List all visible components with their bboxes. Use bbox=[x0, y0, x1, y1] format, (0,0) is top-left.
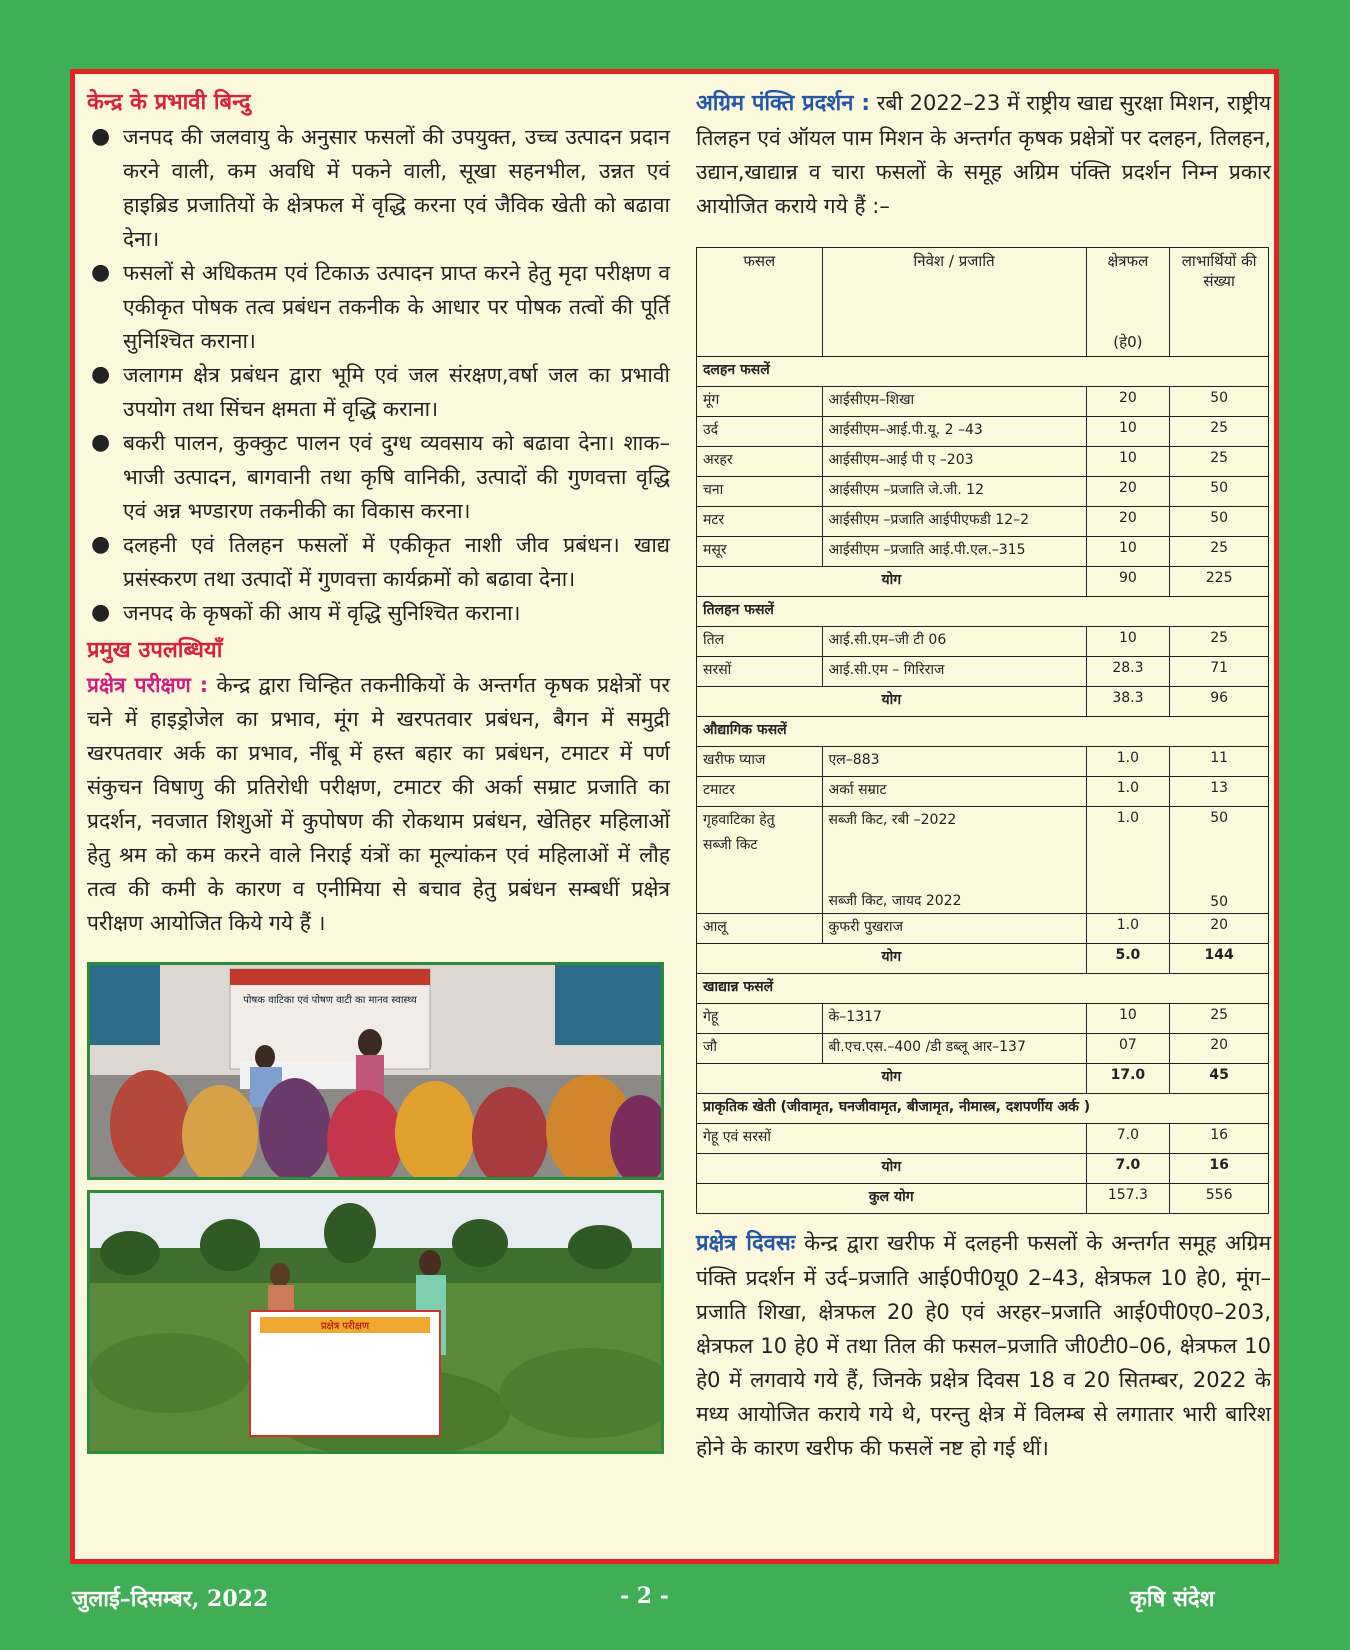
cell-area: 28.3 bbox=[1086, 657, 1170, 687]
cell-input: आईसीएम–आई.पी.यू. 2 –43 bbox=[822, 417, 1086, 447]
list-item-text: जनपद के कृषकों की आय में वृद्धि सुनिश्चित कराना। bbox=[123, 601, 521, 625]
training-photo bbox=[87, 962, 664, 1180]
cell-beneficiaries: 20 bbox=[1170, 914, 1269, 944]
table-row bbox=[697, 747, 1269, 777]
cell-crop: मूंग bbox=[697, 387, 823, 417]
section-row bbox=[697, 717, 1269, 747]
subtotal-beneficiaries: 96 bbox=[1170, 687, 1269, 717]
left-column bbox=[87, 86, 670, 1454]
list-item bbox=[87, 528, 670, 596]
field-photo bbox=[87, 1190, 664, 1454]
table-row bbox=[697, 914, 1269, 944]
table-row bbox=[697, 657, 1269, 687]
section-label: खाद्यान्न फसलें bbox=[697, 974, 1269, 1004]
field-day-text: केन्द्र द्वारा खरीफ में दलहनी फसलों के अन्तर्गत समूह अग्रिम पंक्ति प्रदर्शन में उर्द–प्रजाति आई0पी0यू0 2–43, क्षेत्रफल 10 हे0, मूंग–प्रजाति शिखा, क्षेत्रफल 20 हे0 एवं अरहर–प्रजाति आई0पी0ए0–203, क्षेत्रफल 10 हे0 में तथा तिल की फसल–प्रजाति जी0टी0–06, क्षेत्रफल 10 हे0 में लगवाये गये हैं, जिनके प्रक्षेत्र दिवस 18 व 20 सितम्बर, 2022 के मध्य आयोजित कराये गये थे, परन्तु क्षेत्र में विलम्ब से लगातार भारी बारिश होने के कारण खरीफ की फसलें नष्ट हो गई थीं। bbox=[696, 1231, 1272, 1460]
cell-crop: तिल bbox=[697, 627, 823, 657]
section-row bbox=[697, 357, 1269, 387]
subtotal-beneficiaries: 16 bbox=[1170, 1154, 1269, 1184]
cell-beneficiaries: 25 bbox=[1170, 447, 1269, 477]
cell-input: आईसीएम –प्रजाति आई.पी.एल.–315 bbox=[822, 537, 1086, 567]
cell-area: 1.0 bbox=[1086, 777, 1170, 807]
cell-area: 20 bbox=[1086, 477, 1170, 507]
cell-beneficiaries: 50 bbox=[1170, 387, 1269, 417]
list-item-text: जनपद की जलवायु के अनुसार फसलों की उपयुक्त, उच्च उत्पादन प्रदान करने वाली, कम अवधि में पकने वाली, सूखा सहनभील, उन्नत एवं हाइब्रिड प्रजातियों के क्षेत्रफल में वृद्धि करना एवं जैविक खेती को बढावा देना। bbox=[123, 125, 670, 251]
trial-label: प्रक्षेत्र परीक्षण : bbox=[87, 673, 209, 697]
list-item-text: फसलों से अधिकतम एवं टिकाऊ उत्पादन प्राप्त करने हेतु मृदा परीक्षण व एकीकृत पोषक तत्व प्रबंधन तकनीक के आधार पर पोषक तत्वों की पूर्ति सुनिश्चित कराना। bbox=[123, 261, 670, 353]
footer-magazine-title: कृषि संदेश bbox=[1130, 1586, 1215, 1612]
subtotal-beneficiaries: 45 bbox=[1170, 1064, 1269, 1094]
cell-input: आईसीएम–आई पी ए –203 bbox=[822, 447, 1086, 477]
cell-crop: उर्द bbox=[697, 417, 823, 447]
cell-crop: खरीफ प्याज bbox=[697, 747, 823, 777]
bullet-icon: ● bbox=[91, 532, 111, 557]
subtotal-area: 5.0 bbox=[1086, 944, 1170, 974]
list-item-text: बकरी पालन, कुक्कुट पालन एवं दुग्ध व्यवसाय को बढावा देना। शाक–भाजी उत्पादन, बागवानी तथा कृषि वानिकी, उत्पादों की गुणवत्ता वृद्धि एवं अन्न भण्डारण तकनीकी का विकास करना। bbox=[123, 431, 670, 523]
intro-text: रबी 2022–23 में राष्ट्रीय खाद्य सुरक्षा मिशन, राष्ट्रीय तिलहन एवं ऑयल पाम मिशन के अन्तर्गत कृषक प्रक्षेत्रों पर दलहन, तिलहन, उद्यान,खाद्यान्न व चारा फसलों के समूह अग्रिम पंक्ति प्रदर्शन निम्न प्रकार आयोजित कराये गये हैं :– bbox=[696, 91, 1271, 218]
grand-total-area: 157.3 bbox=[1086, 1184, 1170, 1214]
cell-beneficiaries: 50 bbox=[1170, 507, 1269, 537]
bullet-icon: ● bbox=[91, 600, 111, 625]
cell-area: 20 bbox=[1086, 507, 1170, 537]
cell-input: बी.एच.एस.–400 /डी डब्लू आर–137 bbox=[822, 1034, 1086, 1064]
grand-total-row bbox=[697, 1184, 1269, 1214]
header-area bbox=[1086, 248, 1170, 357]
sign-text: प्रक्षेत्र परीक्षण bbox=[320, 1321, 370, 1332]
cell-crop: जौ bbox=[697, 1034, 823, 1064]
cell-crop: आलू bbox=[697, 914, 823, 944]
footer-page-number: - 2 - bbox=[620, 1583, 669, 1609]
subtotal-label: योग bbox=[697, 687, 1087, 717]
subtotal-row bbox=[697, 567, 1269, 597]
subtotal-label: योग bbox=[697, 567, 1087, 597]
banner-text: पोषक वाटिका एवं पोषण वाटी का मानव स्वास्थ्य bbox=[243, 995, 417, 1006]
cell-area: 10 bbox=[1086, 537, 1170, 567]
cell-input: आईसीएम–शिखा bbox=[822, 387, 1086, 417]
training-photo-illustration bbox=[90, 965, 661, 1177]
cell-beneficiaries: 25 bbox=[1170, 627, 1269, 657]
cell-area: 1.0 bbox=[1086, 807, 1170, 914]
cell-beneficiaries: 20 bbox=[1170, 1034, 1269, 1064]
cell-input-zayad: सब्जी किट, जायद 2022 bbox=[828, 893, 962, 909]
field-day-label: प्रक्षेत्र दिवसः bbox=[696, 1231, 796, 1256]
table-row bbox=[697, 627, 1269, 657]
section-heading-key-points: केन्द्र के प्रभावी बिन्दु bbox=[87, 90, 251, 115]
bullet-icon: ● bbox=[91, 124, 111, 149]
header-beneficiaries: लाभार्थियों की संख्या bbox=[1170, 248, 1269, 357]
table-row bbox=[697, 477, 1269, 507]
grand-total-label: कुल योग bbox=[697, 1184, 1087, 1214]
subtotal-label: योग bbox=[697, 944, 1087, 974]
section-label: तिलहन फसलें bbox=[697, 597, 1269, 627]
cell-beneficiaries: 71 bbox=[1170, 657, 1269, 687]
cell-area: 10 bbox=[1086, 447, 1170, 477]
cell-area: 07 bbox=[1086, 1034, 1170, 1064]
cell-crop: चना bbox=[697, 477, 823, 507]
subtotal-area: 17.0 bbox=[1086, 1064, 1170, 1094]
section-row bbox=[697, 597, 1269, 627]
list-item bbox=[87, 120, 670, 256]
cell-crop bbox=[697, 807, 823, 914]
section-label: औद्यागिक फसलें bbox=[697, 717, 1269, 747]
cell-beneficiaries-rabi: 50 bbox=[1210, 810, 1229, 826]
cell-input: आई.सी.एम–जी टी 06 bbox=[822, 627, 1086, 657]
cell-beneficiaries: 11 bbox=[1170, 747, 1269, 777]
cell-input-rabi: सब्जी किट, रबी –2022 bbox=[828, 812, 957, 828]
table-row bbox=[697, 1124, 1269, 1154]
cell-crop-line1: गृहवाटिका हेतु bbox=[703, 812, 775, 828]
section-label: प्राकृतिक खेती (जीवामृत, घनजीवामृत, बीजामृत, नीमास्त्र, दशपर्णीय अर्क ) bbox=[697, 1094, 1269, 1124]
subtotal-area: 7.0 bbox=[1086, 1154, 1170, 1184]
cell-input: आई.सी.एम – गिरिराज bbox=[822, 657, 1086, 687]
list-item-text: दलहनी एवं तिलहन फसलों में एकीकृत नाशी जीव प्रबंधन। खाद्य प्रसंस्करण तथा उत्पादों में गुणवत्ता कार्यक्रमों को बढावा देना। bbox=[123, 533, 670, 591]
cell-beneficiaries-zayad: 50 bbox=[1210, 894, 1229, 910]
subtotal-row bbox=[697, 1154, 1269, 1184]
section-heading-achievements: प्रमुख उपलब्धियाँ bbox=[87, 638, 223, 663]
demonstration-table bbox=[696, 247, 1269, 1214]
table-row bbox=[697, 1034, 1269, 1064]
bullet-icon: ● bbox=[91, 260, 111, 285]
cell-input: के–1317 bbox=[822, 1004, 1086, 1034]
table-row bbox=[697, 777, 1269, 807]
subtotal-row bbox=[697, 944, 1269, 974]
table-header-row bbox=[697, 248, 1269, 357]
subtotal-label: योग bbox=[697, 1154, 1087, 1184]
cell-input: कुफरी पुखराज bbox=[822, 914, 1086, 944]
header-input: निवेश / प्रजाति bbox=[822, 248, 1086, 357]
list-item bbox=[87, 358, 670, 426]
right-column bbox=[696, 86, 1271, 1465]
field-photo-illustration bbox=[90, 1193, 661, 1451]
cell-area: 10 bbox=[1086, 1004, 1170, 1034]
section-row bbox=[697, 1094, 1269, 1124]
table-row bbox=[697, 1004, 1269, 1034]
cell-input: आईसीएम –प्रजाति जे.जी. 12 bbox=[822, 477, 1086, 507]
bullet-icon: ● bbox=[91, 430, 111, 455]
intro-paragraph bbox=[696, 86, 1271, 223]
cell-area: 10 bbox=[1086, 627, 1170, 657]
cell-beneficiaries: 16 bbox=[1170, 1124, 1269, 1154]
table-row bbox=[697, 537, 1269, 567]
grand-total-beneficiaries: 556 bbox=[1170, 1184, 1269, 1214]
cell-input: अर्का सम्राट bbox=[822, 777, 1086, 807]
footer-date: जुलाई–दिसम्बर, 2022 bbox=[72, 1586, 269, 1612]
header-area-unit: (हे0) bbox=[1113, 333, 1143, 351]
section-row bbox=[697, 974, 1269, 1004]
header-crop: फसल bbox=[697, 248, 823, 357]
cell-crop: अरहर bbox=[697, 447, 823, 477]
table-row bbox=[697, 417, 1269, 447]
cell-beneficiaries: 50 bbox=[1170, 477, 1269, 507]
cell-crop: गेहू एवं सरसों bbox=[697, 1124, 1087, 1154]
cell-beneficiaries: 25 bbox=[1170, 1004, 1269, 1034]
cell-crop: मटर bbox=[697, 507, 823, 537]
list-item bbox=[87, 596, 670, 630]
cell-input: आईसीएम –प्रजाति आईपीएफडी 12–2 bbox=[822, 507, 1086, 537]
cell-beneficiaries: 13 bbox=[1170, 777, 1269, 807]
intro-label: अग्रिम पंक्ति प्रदर्शन : bbox=[696, 91, 871, 116]
trial-text: केन्द्र द्वारा चिन्हित तकनीकियों के अन्तर्गत कृषक प्रक्षेत्रों पर चने में हाइड्रोजेल का प्रभाव, मूंग मे खरपतवार प्रबंधन, बैगन में समुद्री खरपतवार अर्क का प्रभाव, नींबू में हस्त बहार का प्रबंधन, टमाटर में पर्ण संकुचन विषाणु की प्रतिरोधी परीक्षण, टमाटर की अर्का सम्राट प्रजाति का प्रदर्शन, नवजात शिशुओं में कुपोषण की रोकथाम प्रबंधन, खेतिहर महिलाओं हेतु श्रम को कम करने वाले निराई यंत्रों का मूल्यांकन एवं महिलाओं में लौह तत्व की कमी के कारण व एनीमिया से बचाव हेतु प्रबंधन सम्बधीं प्रक्षेत्र परीक्षण आयोजित किये गये हैं । bbox=[87, 673, 670, 935]
subtotal-row bbox=[697, 687, 1269, 717]
subtotal-beneficiaries: 225 bbox=[1170, 567, 1269, 597]
list-item-text: जलागम क्षेत्र प्रबंधन द्वारा भूमि एवं जल संरक्षण,वर्षा जल का प्रभावी उपयोग तथा सिंचन क्षमता में वृद्धि कराना। bbox=[123, 363, 670, 421]
section-label: दलहन फसलें bbox=[697, 357, 1269, 387]
table-row bbox=[697, 387, 1269, 417]
cell-area: 7.0 bbox=[1086, 1124, 1170, 1154]
cell-beneficiaries: 25 bbox=[1170, 417, 1269, 447]
table-row bbox=[697, 807, 1269, 914]
page-panel bbox=[70, 69, 1279, 1564]
cell-area: 10 bbox=[1086, 417, 1170, 447]
subtotal-label: योग bbox=[697, 1064, 1087, 1094]
subtotal-area: 38.3 bbox=[1086, 687, 1170, 717]
key-points-list bbox=[87, 120, 670, 630]
subtotal-row bbox=[697, 1064, 1269, 1094]
subtotal-beneficiaries: 144 bbox=[1170, 944, 1269, 974]
cell-crop: गेहू bbox=[697, 1004, 823, 1034]
list-item bbox=[87, 426, 670, 528]
trial-paragraph bbox=[87, 668, 670, 940]
table-row bbox=[697, 447, 1269, 477]
cell-area: 1.0 bbox=[1086, 914, 1170, 944]
cell-input bbox=[822, 807, 1086, 914]
cell-beneficiaries bbox=[1170, 807, 1269, 914]
header-area-label: क्षेत्रफल bbox=[1107, 252, 1149, 270]
cell-input: एल–883 bbox=[822, 747, 1086, 777]
cell-area: 20 bbox=[1086, 387, 1170, 417]
cell-crop: मसूर bbox=[697, 537, 823, 567]
subtotal-area: 90 bbox=[1086, 567, 1170, 597]
cell-crop: टमाटर bbox=[697, 777, 823, 807]
cell-beneficiaries: 25 bbox=[1170, 537, 1269, 567]
list-item bbox=[87, 256, 670, 358]
cell-area: 1.0 bbox=[1086, 747, 1170, 777]
cell-crop-line2: सब्जी किट bbox=[703, 837, 758, 853]
field-day-paragraph bbox=[696, 1226, 1271, 1465]
cell-crop: सरसों bbox=[697, 657, 823, 687]
table-row bbox=[697, 507, 1269, 537]
bullet-icon: ● bbox=[91, 362, 111, 387]
